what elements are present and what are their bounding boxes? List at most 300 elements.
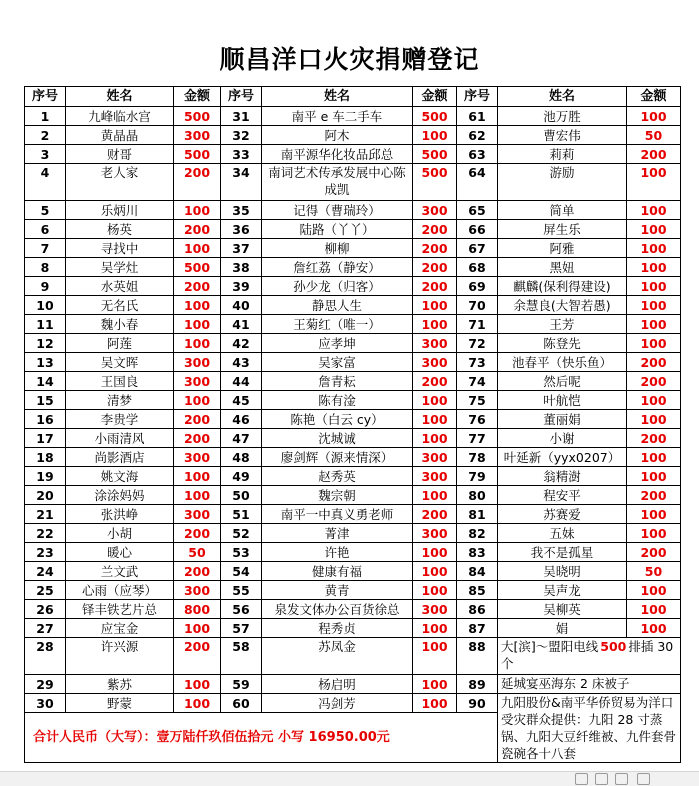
table-row <box>25 638 681 675</box>
donation-amount: 300 <box>413 524 457 543</box>
donation-amount: 100 <box>627 258 681 277</box>
donor-name: 叶航恺 <box>498 391 627 410</box>
page-title: 顺昌洋口火灾捐赠登记 <box>219 45 480 74</box>
donation-amount: 200 <box>413 239 457 258</box>
entry-number: 38 <box>221 258 262 277</box>
donation-amount: 100 <box>413 619 457 638</box>
donation-amount: 300 <box>174 581 221 600</box>
header-cell: 金额 <box>627 87 681 107</box>
donor-name: 清梦 <box>66 391 174 410</box>
table-row <box>25 164 681 201</box>
table-row <box>25 524 681 543</box>
donation-amount: 100 <box>413 638 457 675</box>
donation-amount: 100 <box>627 334 681 353</box>
entry-number: 75 <box>457 391 498 410</box>
entry-number: 70 <box>457 296 498 315</box>
entry-number: 12 <box>25 334 66 353</box>
table-row <box>25 391 681 410</box>
entry-number: 20 <box>25 486 66 505</box>
donation-table <box>24 86 681 763</box>
status-bar <box>0 771 699 786</box>
donor-name: 吴家富 <box>262 353 413 372</box>
entry-number: 45 <box>221 391 262 410</box>
donor-name: 黑妞 <box>498 258 627 277</box>
layout-icon[interactable] <box>575 773 588 785</box>
header-cell: 姓名 <box>498 87 627 107</box>
donation-amount: 100 <box>413 562 457 581</box>
table-row <box>25 543 681 562</box>
entry-number: 46 <box>221 410 262 429</box>
donor-name: 陈艳（白云 cy） <box>262 410 413 429</box>
entry-number: 59 <box>221 675 262 694</box>
donation-amount: 100 <box>627 600 681 619</box>
donor-name: 记得（曹瑞玲） <box>262 201 413 220</box>
entry-number: 31 <box>221 107 262 126</box>
donor-name: 许艳 <box>262 543 413 562</box>
donor-name: 涂涂妈妈 <box>66 486 174 505</box>
donation-amount: 100 <box>627 220 681 239</box>
donation-amount: 100 <box>413 315 457 334</box>
table-row <box>25 562 681 581</box>
donation-amount: 100 <box>627 277 681 296</box>
donor-name: 魏宗朝 <box>262 486 413 505</box>
donor-name: 杨启明 <box>262 675 413 694</box>
donor-name: 紫苏 <box>66 675 174 694</box>
donor-name: 泉发文体办公百货徐总 <box>262 600 413 619</box>
donation-amount: 100 <box>413 296 457 315</box>
entry-number: 10 <box>25 296 66 315</box>
donation-amount: 500 <box>174 145 221 164</box>
entry-number: 37 <box>221 239 262 258</box>
entry-number: 15 <box>25 391 66 410</box>
entry-number: 19 <box>25 467 66 486</box>
table-row <box>25 410 681 429</box>
table-row <box>25 467 681 486</box>
donation-amount: 300 <box>413 353 457 372</box>
header-cell: 金额 <box>174 87 221 107</box>
donation-amount: 200 <box>627 543 681 562</box>
donor-name: 池万胜 <box>498 107 627 126</box>
donor-name: 寻找中 <box>66 239 174 258</box>
donation-amount: 100 <box>627 201 681 220</box>
donation-amount: 300 <box>174 353 221 372</box>
entry-number: 89 <box>457 675 498 694</box>
donation-amount: 100 <box>627 239 681 258</box>
entry-number: 60 <box>221 694 262 713</box>
donation-amount: 500 <box>174 258 221 277</box>
entry-number: 65 <box>457 201 498 220</box>
donation-amount: 200 <box>627 429 681 448</box>
donation-amount: 100 <box>413 486 457 505</box>
in-kind-note: 九阳股份&南平华侨贸易为洋口受灾群众提供：九阳 28 寸蒸锅、九阳大豆纤维被、九件套骨瓷碗各十八套 <box>498 694 681 763</box>
entry-note-text: 大[滨]～盟阳电线 <box>501 639 599 654</box>
entry-number: 39 <box>221 277 262 296</box>
page-view-icon[interactable] <box>595 773 608 785</box>
donation-amount: 200 <box>174 220 221 239</box>
zoom-icon[interactable] <box>637 773 650 785</box>
entry-number: 47 <box>221 429 262 448</box>
donor-name: 莉莉 <box>498 145 627 164</box>
donor-name: 南平一中真义勇老师 <box>262 505 413 524</box>
donation-amount: 100 <box>174 315 221 334</box>
donation-amount: 100 <box>174 467 221 486</box>
donation-amount: 300 <box>174 372 221 391</box>
entry-number: 55 <box>221 581 262 600</box>
donor-name: 阿雅 <box>498 239 627 258</box>
entry-number: 14 <box>25 372 66 391</box>
donor-name: 应宝金 <box>66 619 174 638</box>
donor-name: 苏凤金 <box>262 638 413 675</box>
donor-name: 李贵学 <box>66 410 174 429</box>
donor-name: 南词艺术传承发展中心陈成凯 <box>262 164 413 201</box>
entry-number: 33 <box>221 145 262 164</box>
donation-amount: 200 <box>627 353 681 372</box>
entry-number: 78 <box>457 448 498 467</box>
donor-name: 乐炳川 <box>66 201 174 220</box>
donor-name: 野蒙 <box>66 694 174 713</box>
entry-number: 68 <box>457 258 498 277</box>
donor-name: 财哥 <box>66 145 174 164</box>
donation-amount: 100 <box>627 524 681 543</box>
entry-number: 41 <box>221 315 262 334</box>
donation-amount: 100 <box>174 239 221 258</box>
donor-name: 张洪峥 <box>66 505 174 524</box>
entry-number: 82 <box>457 524 498 543</box>
entry-amount: 500 <box>600 639 627 654</box>
donation-amount: 100 <box>627 448 681 467</box>
entry-number: 74 <box>457 372 498 391</box>
donation-amount: 300 <box>174 126 221 145</box>
entry-number: 77 <box>457 429 498 448</box>
table-row <box>25 201 681 220</box>
donor-name: 詹红荔（静安） <box>262 258 413 277</box>
table-row <box>25 505 681 524</box>
donor-name: 许兴源 <box>66 638 174 675</box>
table-row <box>25 372 681 391</box>
donation-amount: 100 <box>174 486 221 505</box>
donor-name: 阿莲 <box>66 334 174 353</box>
donor-name: 冯剑芳 <box>262 694 413 713</box>
donor-name: 孙少龙（归客） <box>262 277 413 296</box>
entry-number: 27 <box>25 619 66 638</box>
table-row <box>25 448 681 467</box>
donor-name: 詹青耘 <box>262 372 413 391</box>
entry-number: 71 <box>457 315 498 334</box>
donation-amount: 200 <box>413 258 457 277</box>
donation-amount: 100 <box>174 201 221 220</box>
donation-amount: 100 <box>627 296 681 315</box>
entry-number: 21 <box>25 505 66 524</box>
donation-amount: 200 <box>413 372 457 391</box>
donor-name: 老人家 <box>66 164 174 201</box>
donation-amount: 50 <box>627 126 681 145</box>
entry-number: 22 <box>25 524 66 543</box>
entry-number: 84 <box>457 562 498 581</box>
donation-amount: 200 <box>174 429 221 448</box>
donor-name: 杨英 <box>66 220 174 239</box>
donor-name: 吴学灶 <box>66 258 174 277</box>
donor-name: 池春平（快乐鱼） <box>498 353 627 372</box>
donor-name: 翁精澍 <box>498 467 627 486</box>
entry-number: 72 <box>457 334 498 353</box>
donation-amount: 100 <box>413 694 457 713</box>
donor-name: 吴声龙 <box>498 581 627 600</box>
donor-name: 陈登先 <box>498 334 627 353</box>
donation-amount: 100 <box>627 107 681 126</box>
table-row <box>25 694 681 713</box>
table-row <box>25 258 681 277</box>
entry-number: 18 <box>25 448 66 467</box>
entry-number: 80 <box>457 486 498 505</box>
entry-number: 24 <box>25 562 66 581</box>
entry-note: 延城宴巫海东 2 床被子 <box>498 675 681 694</box>
table-row <box>25 277 681 296</box>
donor-name: 静思人生 <box>262 296 413 315</box>
donor-name: 柳柳 <box>262 239 413 258</box>
entry-number: 40 <box>221 296 262 315</box>
donor-name: 程秀贞 <box>262 619 413 638</box>
entry-number: 4 <box>25 164 66 201</box>
entry-number: 57 <box>221 619 262 638</box>
donation-amount: 100 <box>413 391 457 410</box>
donation-amount: 200 <box>174 638 221 675</box>
donation-amount: 200 <box>174 277 221 296</box>
donation-amount: 300 <box>413 334 457 353</box>
donor-name: 心雨（应琴） <box>66 581 174 600</box>
entry-number: 51 <box>221 505 262 524</box>
entry-number: 7 <box>25 239 66 258</box>
donor-name: 魏小春 <box>66 315 174 334</box>
donor-name: 我不是孤星 <box>498 543 627 562</box>
entry-number: 9 <box>25 277 66 296</box>
table-row <box>25 486 681 505</box>
entry-number: 90 <box>457 694 498 713</box>
entry-number: 61 <box>457 107 498 126</box>
donor-name: 小谢 <box>498 429 627 448</box>
donor-name: 叶延新（yyx0207） <box>498 448 627 467</box>
donation-amount: 200 <box>174 562 221 581</box>
donation-amount: 200 <box>174 164 221 201</box>
donor-name: 董丽娟 <box>498 410 627 429</box>
total-amount: 合计人民币（大写）：壹万陆仟玖佰伍拾元 小写 16950.00元 <box>25 713 498 763</box>
entry-number: 44 <box>221 372 262 391</box>
donor-name: 小雨清风 <box>66 429 174 448</box>
donation-amount: 300 <box>413 467 457 486</box>
donation-amount: 500 <box>413 164 457 201</box>
table-row <box>25 107 681 126</box>
entry-number: 17 <box>25 429 66 448</box>
entry-number: 6 <box>25 220 66 239</box>
entry-note <box>498 638 681 675</box>
table-row <box>25 675 681 694</box>
donation-amount: 800 <box>174 600 221 619</box>
donation-amount: 100 <box>627 467 681 486</box>
donation-amount: 500 <box>413 145 457 164</box>
donor-name: 暖心 <box>66 543 174 562</box>
donation-amount: 100 <box>413 581 457 600</box>
donation-amount: 100 <box>627 410 681 429</box>
table-header-row <box>25 87 681 107</box>
entry-number: 35 <box>221 201 262 220</box>
entry-number: 49 <box>221 467 262 486</box>
entry-number: 76 <box>457 410 498 429</box>
entry-number: 67 <box>457 239 498 258</box>
donation-amount: 100 <box>174 675 221 694</box>
table-row <box>25 334 681 353</box>
header-cell: 序号 <box>25 87 66 107</box>
entry-number: 86 <box>457 600 498 619</box>
entry-number: 58 <box>221 638 262 675</box>
entry-number: 81 <box>457 505 498 524</box>
donation-amount: 200 <box>627 372 681 391</box>
entry-number: 36 <box>221 220 262 239</box>
donor-name: 曹宏伟 <box>498 126 627 145</box>
entry-number: 54 <box>221 562 262 581</box>
entry-number: 56 <box>221 600 262 619</box>
header-cell: 姓名 <box>66 87 174 107</box>
entry-number: 5 <box>25 201 66 220</box>
entry-number: 64 <box>457 164 498 201</box>
donor-name: 王芳 <box>498 315 627 334</box>
entry-number: 32 <box>221 126 262 145</box>
entry-number: 66 <box>457 220 498 239</box>
donation-amount: 100 <box>174 391 221 410</box>
donor-name: 无名氏 <box>66 296 174 315</box>
entry-number: 16 <box>25 410 66 429</box>
entry-number: 29 <box>25 675 66 694</box>
entry-number: 43 <box>221 353 262 372</box>
donation-amount: 100 <box>627 391 681 410</box>
entry-number: 73 <box>457 353 498 372</box>
donation-amount: 100 <box>413 410 457 429</box>
entry-number: 8 <box>25 258 66 277</box>
donor-name: 赵秀英 <box>262 467 413 486</box>
table-row <box>25 353 681 372</box>
donor-name: 简单 <box>498 201 627 220</box>
donation-amount: 500 <box>174 107 221 126</box>
header-cell: 金额 <box>413 87 457 107</box>
donor-name: 麒麟(保利得建设) <box>498 277 627 296</box>
entry-number: 34 <box>221 164 262 201</box>
donor-name: 吴晓明 <box>498 562 627 581</box>
header-cell: 序号 <box>221 87 262 107</box>
donation-amount: 300 <box>413 448 457 467</box>
entry-number: 23 <box>25 543 66 562</box>
donation-amount: 300 <box>174 505 221 524</box>
donor-name: 王国良 <box>66 372 174 391</box>
donor-name: 菁津 <box>262 524 413 543</box>
table-row <box>25 126 681 145</box>
donation-amount: 100 <box>174 694 221 713</box>
donor-name: 廖剑辉（源来情深） <box>262 448 413 467</box>
donation-amount: 100 <box>413 429 457 448</box>
entry-number: 52 <box>221 524 262 543</box>
table-row <box>25 429 681 448</box>
donation-amount: 100 <box>627 581 681 600</box>
entry-number: 42 <box>221 334 262 353</box>
entry-note-text: 排插 30 个 <box>501 639 674 671</box>
grid-icon[interactable] <box>615 773 628 785</box>
donor-name: 沈城诚 <box>262 429 413 448</box>
donation-amount: 100 <box>413 126 457 145</box>
entry-number: 48 <box>221 448 262 467</box>
donation-amount: 200 <box>413 505 457 524</box>
donor-name: 兰文武 <box>66 562 174 581</box>
entry-number: 83 <box>457 543 498 562</box>
donor-name: 九峰临水宫 <box>66 107 174 126</box>
donation-amount: 100 <box>627 619 681 638</box>
entry-number: 30 <box>25 694 66 713</box>
donor-name: 黄晶晶 <box>66 126 174 145</box>
entry-number: 1 <box>25 107 66 126</box>
donation-amount: 100 <box>174 334 221 353</box>
donor-name: 五妹 <box>498 524 627 543</box>
donation-amount: 100 <box>627 315 681 334</box>
entry-number: 69 <box>457 277 498 296</box>
donor-name: 然后呢 <box>498 372 627 391</box>
entry-number: 79 <box>457 467 498 486</box>
donor-name: 陆路（丫丫） <box>262 220 413 239</box>
donor-name: 黄青 <box>262 581 413 600</box>
table-row <box>25 600 681 619</box>
donor-name: 娟 <box>498 619 627 638</box>
entry-number: 63 <box>457 145 498 164</box>
donor-name: 南平源华化妆品邱总 <box>262 145 413 164</box>
entry-number: 2 <box>25 126 66 145</box>
donation-amount: 200 <box>627 145 681 164</box>
entry-number: 88 <box>457 638 498 675</box>
table-row <box>25 239 681 258</box>
donation-amount: 200 <box>174 410 221 429</box>
donor-name: 余慧良(大智若愚) <box>498 296 627 315</box>
donor-name: 屏生乐 <box>498 220 627 239</box>
entry-number: 53 <box>221 543 262 562</box>
donation-amount: 50 <box>627 562 681 581</box>
entry-number: 26 <box>25 600 66 619</box>
donor-name: 王菊红（唯一） <box>262 315 413 334</box>
entry-number: 50 <box>221 486 262 505</box>
donation-amount: 100 <box>627 505 681 524</box>
donor-name: 尚影酒店 <box>66 448 174 467</box>
table-row <box>25 619 681 638</box>
donation-amount: 100 <box>627 164 681 201</box>
entry-number: 13 <box>25 353 66 372</box>
table-row <box>25 220 681 239</box>
donor-name: 游励 <box>498 164 627 201</box>
donor-name: 吴文晖 <box>66 353 174 372</box>
table-row <box>25 581 681 600</box>
donor-name: 水英姐 <box>66 277 174 296</box>
donor-name: 程安平 <box>498 486 627 505</box>
donor-name: 铎丰铁艺片总 <box>66 600 174 619</box>
donor-name: 阿木 <box>262 126 413 145</box>
entry-number: 85 <box>457 581 498 600</box>
entry-number: 25 <box>25 581 66 600</box>
donation-amount: 200 <box>413 277 457 296</box>
entry-number: 11 <box>25 315 66 334</box>
donation-amount: 100 <box>413 543 457 562</box>
donation-amount: 50 <box>174 543 221 562</box>
donation-amount: 100 <box>174 619 221 638</box>
donor-name: 苏赛爱 <box>498 505 627 524</box>
entry-number: 62 <box>457 126 498 145</box>
entry-number: 87 <box>457 619 498 638</box>
donor-name: 小胡 <box>66 524 174 543</box>
entry-number: 3 <box>25 145 66 164</box>
donation-amount: 300 <box>413 600 457 619</box>
entry-number: 28 <box>25 638 66 675</box>
table-row <box>25 145 681 164</box>
